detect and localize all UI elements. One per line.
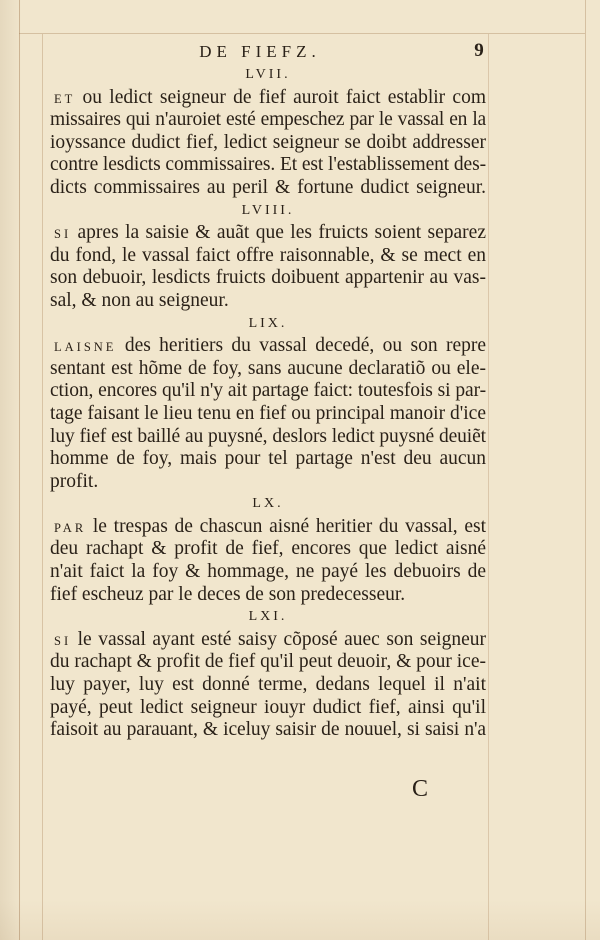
text-line [50,629,486,652]
text-line: missaires qui n'auroiet esté empeschez par le vassal en la [50,109,486,131]
article-first-word: LAISNE [54,340,117,355]
running-head [0,40,600,64]
text-line: profit. [50,470,99,492]
text-line [50,516,486,539]
text-line: dicts commissaires au peril & fortune dudict seigneur. [50,176,486,198]
text-line [50,87,486,110]
margin-rule-right [585,0,586,940]
article-heading: LVII. [245,67,291,82]
text-line: ction, encores qu'il n'y ait partage faict: toutesfois si par- [50,380,486,402]
article-first-word: PAR [54,520,87,535]
signature-mark: C [411,776,428,802]
text-line: deu rachapt & profit de fief, encores que ledict aisné [50,538,486,560]
text-line: fief escheuz par le deces de son predecesseur. [50,583,406,605]
text-line [50,222,486,245]
line-text: ou ledict seigneur de fief auroit faict establir com [75,86,486,108]
text-rule-right [488,34,489,940]
article-first-word: ET [54,91,76,106]
text-line: contre lesdicts commissaires. Et est l'establissement des- [50,154,486,176]
running-title: DE FIEFZ. [199,42,321,61]
margin-rule-left [19,0,20,940]
folio-number: 9 [474,40,484,61]
text-line: son debuoir, lesdicts fruicts doibuent appartenir au vas- [50,267,486,289]
article-heading: LX. [252,496,284,512]
text-line: sal, & non au seigneur. [50,289,229,311]
text-line: luy payer, luy est donné terme, dedans lequel il n'ait [50,674,486,696]
line-text: des heritiers du vassal decedé, ou son repre [116,335,486,357]
text-block [50,64,486,742]
text-line: faisoit au parauant, & iceluy saisir de nouuel, si saisi n'a [50,719,486,741]
text-line: luy fief est baillé au puysné, deslors ledict puysné deuiẽt [50,425,486,447]
text-line: ioyssance dudict fief, ledict seigneur se doibt addresser [50,131,486,153]
line-text: le trespas de chascun aisné heritier du vassal, est [86,515,486,537]
article-first-word: SI [54,227,72,242]
article-heading: LXI. [248,609,288,625]
article-heading: LVIII. [241,202,295,218]
text-line: tage faisant le lieu tenu en fief ou principal manoir d'ice [50,402,486,424]
text-line: du rachapt & profit de fief qu'il peut deuoir, & pour ice- [50,651,486,673]
text-rule-left [42,34,43,940]
line-text: apres la saisie & auãt que les fruicts soient separez [71,222,486,244]
text-line: sentant est hõme de foy, sans aucune declaratiõ ou ele- [50,357,486,379]
text-line: n'ait faict la foy & hommage, ne payé les debuoirs de [50,561,486,583]
margin-rule-top [19,33,585,34]
article-heading: LIX. [248,315,288,331]
text-line: du fond, le vassal faict offre raisonnable, & se mect en [50,244,486,266]
text-line: payé, peut ledict seigneur iouyr dudict fief, ainsi qu'il [50,696,486,718]
article-first-word: SI [54,633,72,648]
line-text: le vassal ayant esté saisy cõposé auec son seigneur [71,628,486,650]
text-line [50,335,486,358]
text-line: homme de foy, mais pour tel partage n'est deu aucun [50,448,486,470]
